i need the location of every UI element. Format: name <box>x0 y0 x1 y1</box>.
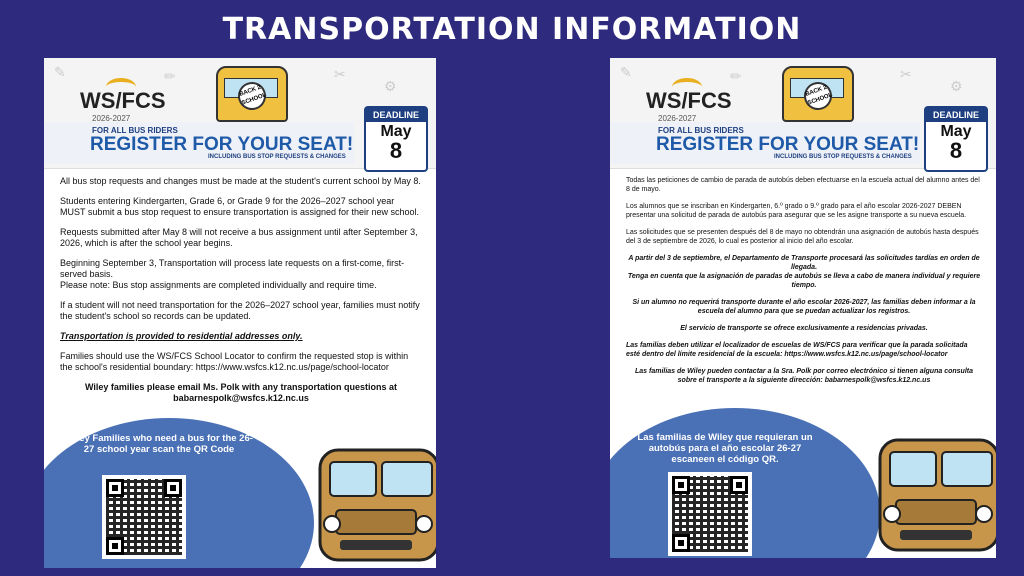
doodle-icon: ⚙ <box>950 78 963 94</box>
doodle-icon: ✂ <box>900 66 912 82</box>
flyer-header <box>44 58 436 169</box>
paragraph: Transportation is provided to residential addresses only. <box>60 331 303 341</box>
flyer-spanish <box>610 58 996 558</box>
deadline-badge <box>364 106 428 172</box>
flyer-body <box>626 176 982 393</box>
page-title: TRANSPORTATION INFORMATION <box>222 12 802 47</box>
wsfcs-logo: WS/FCS <box>646 88 732 113</box>
paragraph: Los alumnos que se inscriban en Kindergarten, 6.º grado o 9.º grado para el año escolar 2026-2027 DEBEN presentar una solicitud de parada de autobús para asegurar que se les asigne transporte a su nueva escuela. <box>626 203 967 219</box>
doodle-icon: ✂ <box>334 66 346 82</box>
doodle-icon: ⚙ <box>384 78 397 94</box>
paragraph: Please note: Bus stop assignments are completed individually and require time. <box>60 280 377 290</box>
qr-caption: Wiley Families who need a bus for the 26-27 school year scan the QR Code <box>65 433 253 455</box>
paragraph: Beginning September 3, Transportation will process late requests on a first-come, first-served basis. <box>60 258 405 279</box>
deadline-label: DEADLINE <box>366 108 426 122</box>
headline: REGISTER FOR YOUR SEAT! <box>656 134 920 155</box>
flyer-english <box>44 58 436 568</box>
qr-finder <box>164 479 182 497</box>
paragraph: A partir del 3 de septiembre, el Departamento de Transporte procesará las solicitudes tardías en orden de llegada. <box>628 255 980 271</box>
back-to-school-sign: BACK 2 SCHOOL <box>234 78 270 114</box>
paragraph: Requests submitted after May 8 will not receive a bus assignment until after September 3, 2026, which is after the school year begins. <box>60 227 418 248</box>
paragraph: If a student will not need transportation for the 2026–2027 school year, families must notify the student's school so records can be updated. <box>60 300 420 321</box>
paragraph: Las solicitudes que se presenten después del 8 de mayo no obtendrán una asignación de autobús hasta después del 3 de septiembre de 2026, lo cual es posterior al inicio del año escolar. <box>626 229 979 245</box>
flyer-footer <box>44 423 436 568</box>
back-to-school-sign: BACK 2 SCHOOL <box>800 78 836 114</box>
paragraph: All bus stop requests and changes must be made at the student's current school by May 8. <box>60 176 421 186</box>
doodle-icon: ✎ <box>620 64 632 80</box>
flyer-footer <box>610 428 996 558</box>
deadline-day: 8 <box>949 138 963 163</box>
deadline-label: DEADLINE <box>926 108 986 122</box>
doodle-icon: ✏ <box>730 68 742 84</box>
school-year: 2026-2027 <box>658 114 697 123</box>
school-year: 2026-2027 <box>92 114 131 123</box>
qr-finder <box>672 476 690 494</box>
cartoon-bus-icon <box>870 430 996 558</box>
flyer-header <box>610 58 996 169</box>
deadline-day: 8 <box>389 138 403 163</box>
cartoon-bus-icon <box>310 440 436 568</box>
contact-paragraph: Wiley families please email Ms. Polk with any transportation questions at babarnespolk@wsfcs.k12.nc.us <box>84 382 397 403</box>
deadline-month: May <box>940 123 972 140</box>
for-all-riders: FOR ALL BUS RIDERS <box>658 126 744 135</box>
qr-finder <box>672 534 690 552</box>
qr-finder <box>730 476 748 494</box>
doodle-icon: ✎ <box>54 64 66 80</box>
paragraph: Las familias deben utilizar el localizador de escuelas de WS/FCS para verificar que la parada solicitada esté dentro del límite residencial de la escuela: https://www.wsfcs.k12.nc.us/page/school-locator <box>626 342 968 358</box>
qr-code[interactable] <box>668 472 752 556</box>
paragraph: Families should use the WS/FCS School Locator to confirm the requested stop is within the school's residential boundary: https://www.wsfcs.k12.nc.us/page/school-locator <box>60 351 409 372</box>
wsfcs-logo: WS/FCS <box>80 88 166 113</box>
for-all-riders: FOR ALL BUS RIDERS <box>92 126 178 135</box>
subheadline: INCLUDING BUS STOP REQUESTS & CHANGES <box>208 154 346 160</box>
paragraph: Si un alumno no requerirá transporte durante el año escolar 2026-2027, las familias deben informar a la escuela del alumno para que se puedan actualizar los registros. <box>632 299 976 315</box>
contact-paragraph: Las familias de Wiley pueden contactar a la Sra. Polk por correo electrónico si tienen alguna consulta sobre el transporte a la siguiente dirección: babarnespolk@wsfcs.k12.nc.us <box>635 368 973 384</box>
school-bus-icon <box>782 66 854 122</box>
qr-finder <box>106 479 124 497</box>
subheadline: INCLUDING BUS STOP REQUESTS & CHANGES <box>774 154 912 160</box>
headline: REGISTER FOR YOUR SEAT! <box>90 134 354 155</box>
qr-finder <box>106 537 124 555</box>
qr-caption: Las familias de Wiley que requieran un autobús para el año escolar 26-27 escaneen el código QR. <box>637 432 813 465</box>
doodle-icon: ✏ <box>164 68 176 84</box>
paragraph: El servicio de transporte se ofrece exclusivamente a residencias privadas. <box>680 325 928 332</box>
flyer-body <box>60 176 422 413</box>
qr-code[interactable] <box>102 475 186 559</box>
paragraph: Tenga en cuenta que la asignación de paradas de autobús se lleva a cabo de manera individual y requiere tiempo. <box>627 273 981 289</box>
school-bus-icon <box>216 66 288 122</box>
deadline-badge <box>924 106 988 172</box>
paragraph: Todas las peticiones de cambio de parada de autobús deben efectuarse en la escuela actual del alumno antes del 8 de mayo. <box>626 177 980 193</box>
deadline-month: May <box>380 123 412 140</box>
paragraph: Students entering Kindergarten, Grade 6, or Grade 9 for the 2026–2027 school year MUST submit a bus stop request to ensure transportation is assigned for their new school. <box>60 196 420 217</box>
